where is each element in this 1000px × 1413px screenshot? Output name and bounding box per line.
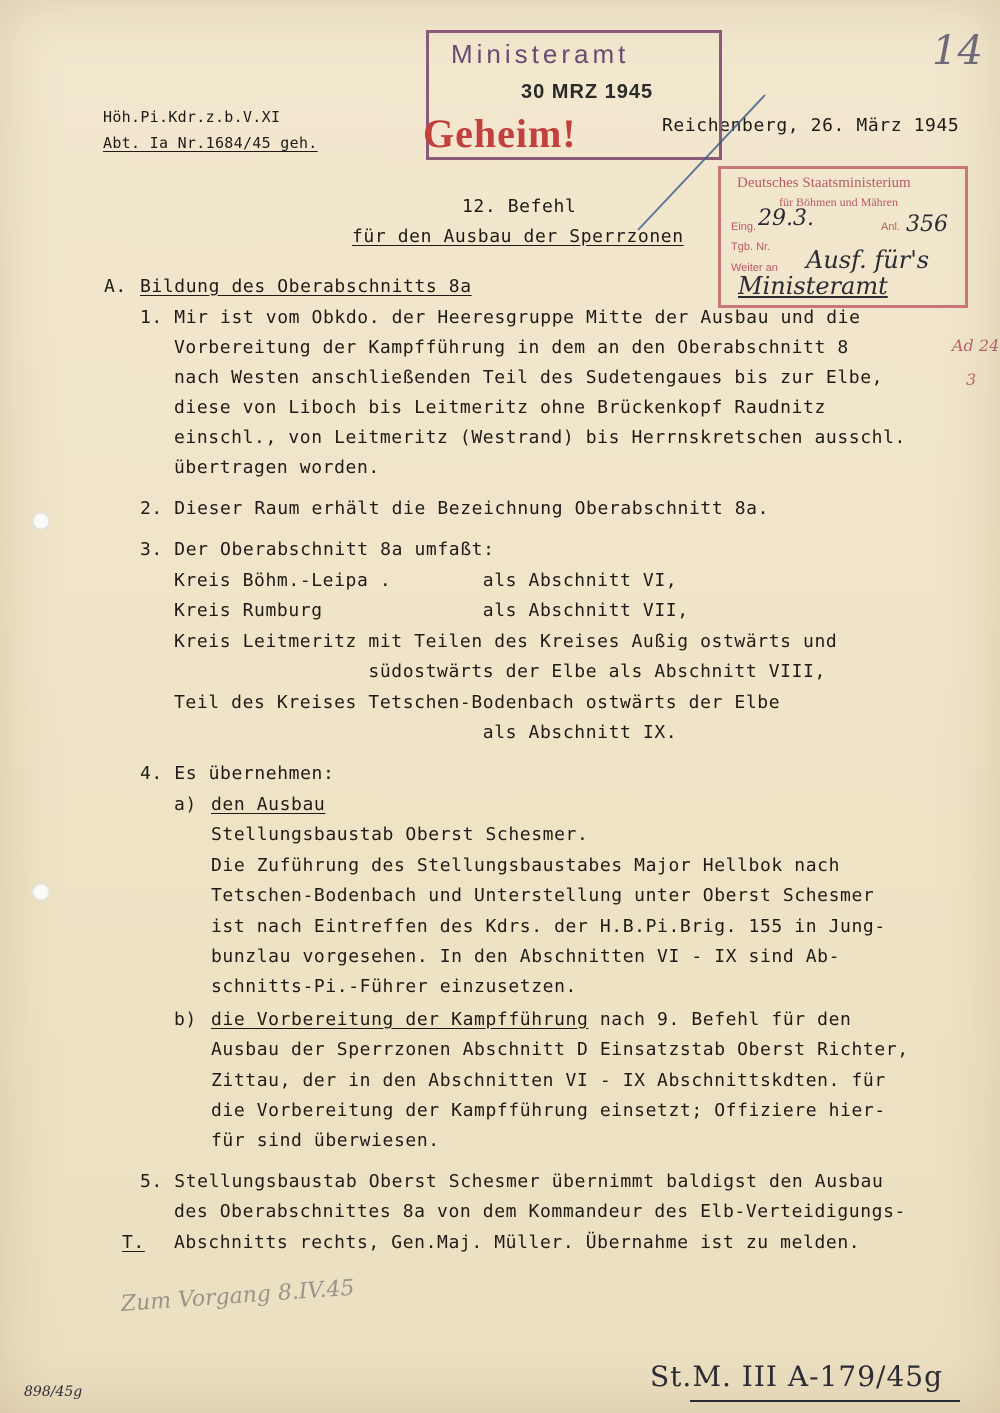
stamp-eing-value: 29.3. [758,206,814,231]
stamp-institution-line1: Deutsches Staatsministerium [737,175,911,191]
pencil-note: Zum Vorgang 8.IV.45 [120,1275,356,1317]
paragraph-4b-line: die Vorbereitung der Kampfführung einsetzt; Offiziere hier- [211,1100,886,1121]
paragraph-4b-label: b) [174,1009,197,1030]
stamp-tgb-label: Tgb. Nr. [731,241,771,253]
paragraph-4a-line: Die Zuführung des Stellungsbaustabes Major Hellbok nach [211,855,841,876]
header-place-date: Reichenberg, 26. März 1945 [662,115,960,136]
classification-stamp: Geheim! [423,111,577,156]
paragraph-5-line: des Oberabschnittes 8a von dem Kommandeur des Elb-Verteidigungs- [174,1201,906,1222]
paragraph-4b-heading: die Vorbereitung der Kampfführung [211,1009,589,1030]
stamp-number-value: 356 [906,212,948,237]
margin-note-right: Ad 24 [952,336,1000,355]
paragraph-1-line: diese von Liboch bis Leitmeritz ohne Brückenkopf Raudnitz [174,397,826,418]
bottom-left-number: 898/45g [24,1384,83,1400]
punch-hole [32,883,50,901]
margin-note-right-2: 3 [966,370,977,389]
header-unit: Höh.Pi.Kdr.z.b.V.XI [103,108,281,126]
page-number: 14 [932,28,983,74]
paragraph-2: 2. Dieser Raum erhält die Bezeichnung Oberabschnitt 8a. [140,498,770,519]
paragraph-4a-line: Stellungsbaustab Oberst Schesmer. [211,824,589,845]
order-title: 12. Befehl [462,196,577,217]
header-reference: Abt. Ia Nr.1684/45 geh. [103,134,318,152]
paragraph-4a-line: bunzlau vorgesehen. In den Abschnitten VI - IX sind Ab- [211,946,841,967]
stamp-note-line1: Ausf. für's [806,246,930,274]
stamp-note-line2: Ministeramt [738,272,888,300]
paragraph-4: 4. Es übernehmen: [140,763,335,784]
paragraph-4b-line: für sind überwiesen. [211,1130,440,1151]
paragraph-4b-line: Zittau, der in den Abschnitten VI - IX Abschnittskdten. für [211,1070,886,1091]
paragraph-3-line: Teil des Kreises Tetschen-Bodenbach ostwärts der Elbe [174,692,781,713]
paragraph-3-line: Kreis Leitmeritz mit Teilen des Kreises Außig ostwärts und [174,631,838,652]
stamp-anl-label: Anl. [881,221,900,233]
stamp-institution-line2: für Böhmen und Mähren [779,195,898,209]
section-heading: Bildung des Oberabschnitts 8a [140,276,472,297]
paragraph-1-line: einschl., von Leitmeritz (Westrand) bis Herrnskretschen ausschl. [174,427,906,448]
ministeramt-stamp-date: 30 MRZ 1945 [521,81,654,103]
paragraph-1-line: 1. Mir ist vom Obkdo. der Heeresgruppe Mitte der Ausbau und die [140,307,861,328]
margin-mark-t: T. [122,1232,145,1253]
paragraph-4a-line: Tetschen-Bodenbach und Unterstellung unter Oberst Schesmer [211,885,875,906]
paragraph-1-line: übertragen worden. [174,457,380,478]
paragraph-5-line: 5. Stellungsbaustab Oberst Schesmer übernimmt baldigst den Ausbau [140,1171,884,1192]
paragraph-3-line: Kreis Böhm.-Leipa . als Abschnitt VI, [174,570,678,591]
order-subtitle: für den Ausbau der Sperrzonen [352,226,684,247]
paragraph-4b-first-rest: nach 9. Befehl für den [588,1009,852,1030]
section-label: A. [104,276,127,297]
paragraph-4a-line: schnitts-Pi.-Führer einzusetzen. [211,976,577,997]
stamp-eing-label: Eing. [731,221,757,233]
bottom-reference: St.M. III A-179/45g [650,1360,943,1393]
stamp-weiter-label: Weiter an [731,262,778,274]
paragraph-4a-label: a) [174,794,197,815]
paragraph-3-line: als Abschnitt IX. [174,722,678,743]
paragraph-1-line: Vorbereitung der Kampfführung in dem an den Oberabschnitt 8 [174,337,849,358]
punch-hole [32,512,50,530]
paragraph-4a-heading: den Ausbau [211,794,326,815]
paragraph-3: 3. Der Oberabschnitt 8a umfaßt: [140,539,495,560]
paragraph-5-line: Abschnitts rechts, Gen.Maj. Müller. Übernahme ist zu melden. [174,1232,861,1253]
paragraph-1-line: nach Westen anschließenden Teil des Sudetengaues bis zur Elbe, [174,367,884,388]
bottom-reference-underline [690,1396,970,1406]
paragraph-4a-line: ist nach Eintreffen des Kdrs. der H.B.Pi.Brig. 155 in Jung- [211,916,886,937]
ministeramt-stamp-title: Ministeramt [451,39,630,69]
paragraph-3-line: südostwärts der Elbe als Abschnitt VIII, [174,661,826,682]
paragraph-4b-line: Ausbau der Sperrzonen Abschnitt D Einsatzstab Oberst Richter, [211,1039,909,1060]
paragraph-3-line: Kreis Rumburg als Abschnitt VII, [174,600,689,621]
paragraph-4b-first-line [211,1009,851,1030]
